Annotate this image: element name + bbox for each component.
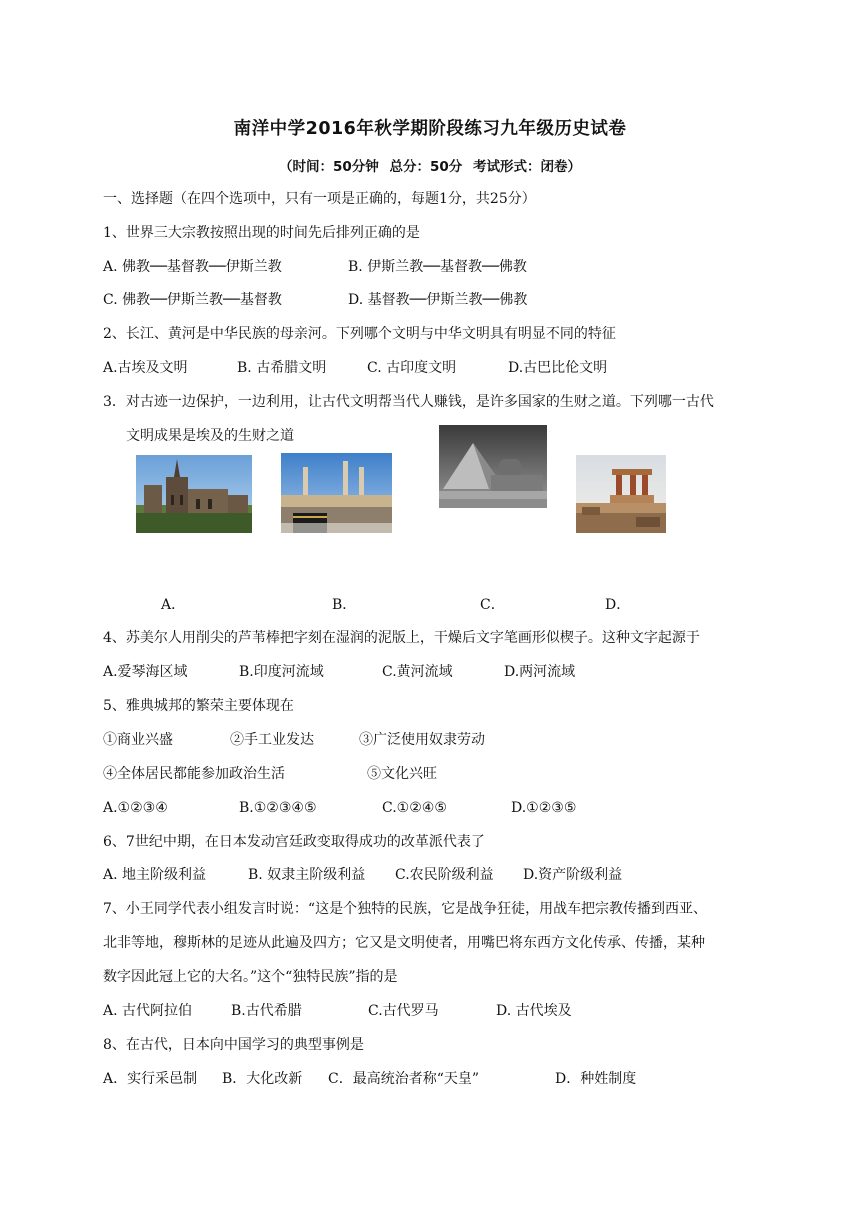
cathedral-image <box>136 455 252 533</box>
option-a: A.古埃及文明 <box>103 360 188 376</box>
option-b: B. 奴隶主阶级利益 <box>248 867 366 883</box>
question-5-stem: 5、雅典城邦的繁荣主要体现在 <box>103 698 294 714</box>
question-4-stem: 4、苏美尔人用削尖的芦苇棒把字刻在湿润的泥版上，干燥后文字笔画形似楔子。这种文字起源于 <box>103 630 700 646</box>
option-d: D. 基督教──伊斯兰教──佛教 <box>348 292 528 308</box>
exam-info: （时间：50分钟 总分：50分 考试形式：闭卷） <box>279 159 581 175</box>
mosque-image <box>281 453 392 533</box>
option-a: A.爱琴海区域 <box>103 664 188 680</box>
option-c: C．最高统治者称“天皇” <box>328 1071 480 1087</box>
question-2-stem: 2、长江、黄河是中华民族的母亲河。下列哪个文明与中华文明具有明显不同的特征 <box>103 326 616 342</box>
option-b: B. 古希腊文明 <box>237 360 327 376</box>
option-d: D.古巴比伦文明 <box>508 360 608 376</box>
option-d: D．种姓制度 <box>555 1071 637 1087</box>
question-3-stem-line2: 文明成果是埃及的生财之道 <box>126 428 294 444</box>
option-b: B．大化改新 <box>222 1071 303 1087</box>
pyramid-sphinx-image <box>439 425 547 508</box>
option-a: A. 古代阿拉伯 <box>103 1003 193 1019</box>
item-3: ③广泛使用奴隶劳动 <box>359 732 485 748</box>
q3-option-d-label: D． <box>605 597 631 613</box>
option-c: C.①②④⑤ <box>382 800 447 816</box>
ruins-image <box>576 455 666 533</box>
item-5: ⑤文化兴旺 <box>367 766 437 782</box>
question-1-stem: 1、世界三大宗教按照出现的时间先后排列正确的是 <box>103 225 420 241</box>
option-a: A.①②③④ <box>103 800 168 816</box>
option-b: B.①②③④⑤ <box>239 800 317 816</box>
option-a: A. 地主阶级利益 <box>103 867 207 883</box>
option-b: B.古代希腊 <box>231 1003 302 1019</box>
q3-option-b-label: B． <box>332 597 357 613</box>
item-1: ①商业兴盛 <box>103 732 173 748</box>
item-4: ④全体居民都能参加政治生活 <box>103 766 285 782</box>
option-c: C.古代罗马 <box>368 1003 439 1019</box>
option-c: C. 佛教──伊斯兰教──基督教 <box>103 292 282 308</box>
section-heading: 一、选择题（在四个选项中，只有一项是正确的，每题1分，共25分） <box>103 191 536 207</box>
option-b: B.印度河流域 <box>239 664 324 680</box>
question-8-stem: 8、在古代，日本向中国学习的典型事例是 <box>103 1037 364 1053</box>
option-a: A. 佛教──基督教──伊斯兰教 <box>103 259 282 275</box>
option-d: D.①②③⑤ <box>511 800 577 816</box>
option-a: A．实行采邑制 <box>103 1071 198 1087</box>
question-8-options <box>103 1069 637 1189</box>
item-2: ②手工业发达 <box>230 732 314 748</box>
option-d: D. 古代埃及 <box>496 1003 572 1019</box>
option-d: D.资产阶级利益 <box>523 867 623 883</box>
option-c: C.农民阶级利益 <box>395 867 494 883</box>
option-c: C. 古印度文明 <box>367 360 457 376</box>
question-7-stem-line2: 北非等地，穆斯林的足迹从此遍及四方；它又是文明使者，用嘴巴将东西方文化传承、传播，某种 <box>103 935 705 951</box>
page-title: 南洋中学2016年秋学期阶段练习九年级历史试卷 <box>233 119 627 139</box>
question-6-stem: 6、7世纪中期，在日本发动宫廷政变取得成功的改革派代表了 <box>103 834 485 850</box>
option-d: D.两河流域 <box>504 664 576 680</box>
question-7-stem-line1: 7、小王同学代表小组发言时说：“这是个独特的民族，它是战争狂徒，用战车把宗教传播到西亚、 <box>103 901 708 917</box>
option-b: B. 伊斯兰教──基督教──佛教 <box>348 259 527 275</box>
question-7-stem-line3: 数字因此冠上它的大名。”这个“独特民族”指的是 <box>103 969 398 985</box>
q3-option-a-label: A． <box>161 597 186 613</box>
q3-option-c-label: C． <box>480 597 505 613</box>
question-3-stem-line1: 3．对古迹一边保护，一边利用，让古代文明帮当代人赚钱，是许多国家的生财之道。下列哪一古代 <box>103 394 714 410</box>
option-c: C.黄河流域 <box>382 664 453 680</box>
